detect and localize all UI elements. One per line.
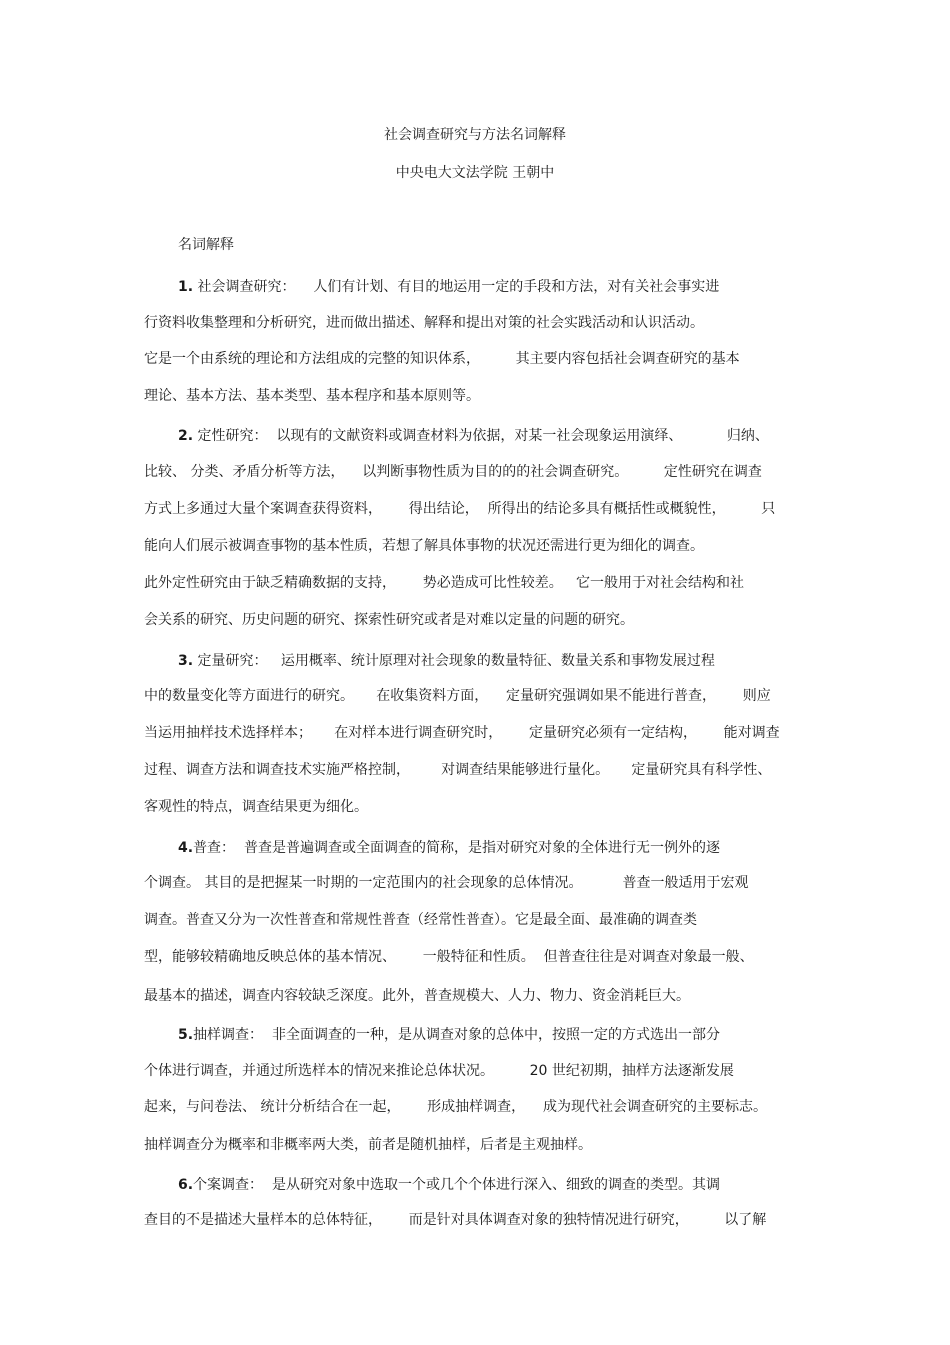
- term-number: 6.: [178, 1177, 194, 1193]
- term-4-line-4: 型，能够较精确地反映总体的基本情况、 一般特征和性质。 但普查往往是对调查对象最一般、: [144, 949, 754, 965]
- term-5-line-4: 抽样调查分为概率和非概率两大类，前者是随机抽样，后者是主观抽样。: [144, 1137, 592, 1153]
- term-2-line-4: 能向人们展示被调查事物的基本性质，若想了解具体事物的状况还需进行更为细化的调查。: [144, 538, 704, 554]
- term-number: 4.: [178, 840, 194, 856]
- term-text: 个案调查： 是从研究对象中选取一个或几个个体进行深入、细致的调查的类型。其调: [193, 1177, 720, 1193]
- term-2-line-1: [178, 427, 769, 445]
- term-4-line-5: 最基本的描述，调查内容较缺乏深度。此外，普查规模大、人力、物力、资金消耗巨大。: [144, 988, 690, 1004]
- term-6-line-2: 查目的不是描述大量样本的总体特征， 而是针对具体调查对象的独特情况进行研究， 以了解: [144, 1212, 767, 1228]
- term-3-line-4: 过程、调查方法和调查技术实施严格控制， 对调查结果能够进行量化。 定量研究具有科学性、: [144, 762, 772, 778]
- term-number: 3.: [178, 653, 194, 669]
- document-author: 中央电大文法学院 王朝中: [395, 165, 555, 181]
- term-3-line-1: [178, 652, 715, 670]
- term-text: 定性研究： 以现有的文献资料或调查材料为依据，对某一社会现象运用演绎、 归纳、: [193, 428, 769, 444]
- term-5-line-3: 起来，与问卷法、 统计分析结合在一起， 形成抽样调查， 成为现代社会调查研究的主要标志。: [144, 1099, 767, 1115]
- term-number: 2.: [178, 428, 194, 444]
- term-2-line-3: 方式上多通过大量个案调查获得资料， 得出结论， 所得出的结论多具有概括性或概貌性， 只: [144, 501, 776, 517]
- term-4-line-1: [178, 839, 720, 857]
- section-heading: 名词解释: [178, 237, 234, 253]
- document-title: 社会调查研究与方法名词解释: [384, 127, 566, 143]
- term-6-line-1: [178, 1176, 720, 1194]
- term-3-line-2: 中的数量变化等方面进行的研究。 在收集资料方面， 定量研究强调如果不能进行普查， 则应: [144, 688, 771, 704]
- term-text: 定量研究： 运用概率、统计原理对社会现象的数量特征、数量关系和事物发展过程: [193, 653, 715, 669]
- term-3-line-5: 客观性的特点，调查结果更为细化。: [144, 799, 368, 815]
- term-4-line-3: 调查。普查又分为一次性普查和常规性普查（经常性普查）。它是最全面、最准确的调查类: [144, 912, 697, 928]
- term-2-line-2: 比较、 分类、矛盾分析等方法， 以判断事物性质为目的的的社会调查研究。 定性研究在调查: [144, 464, 762, 480]
- term-1-line-3: 它是一个由系统的理论和方法组成的完整的知识体系， 其主要内容包括社会调查研究的基本: [144, 351, 740, 367]
- term-5-line-2: 个体进行调查，并通过所选样本的情况来推论总体状况。 20 世纪初期，抽样方法逐渐发展: [144, 1063, 734, 1079]
- term-1-line-1: [178, 278, 719, 296]
- term-number: 1.: [178, 279, 194, 295]
- term-2-line-5: 此外定性研究由于缺乏精确数据的支持， 势必造成可比性较差。 它一般用于对社会结构和社: [144, 575, 745, 591]
- term-text: 抽样调查： 非全面调查的一种，是从调查对象的总体中，按照一定的方式选出一部分: [193, 1027, 720, 1043]
- term-5-line-1: [178, 1026, 720, 1044]
- term-2-line-6: 会关系的研究、历史问题的研究、探索性研究或者是对难以定量的问题的研究。: [144, 612, 634, 628]
- term-4-line-2: 个调查。 其目的是把握某一时期的一定范围内的社会现象的总体情况。 普查一般适用于宏观: [144, 875, 749, 891]
- term-3-line-3: 当运用抽样技术选择样本； 在对样本进行调查研究时， 定量研究必须有一定结构， 能对调查: [144, 725, 780, 741]
- term-text: 社会调查研究： 人们有计划、有目的地运用一定的手段和方法，对有关社会事实进: [193, 279, 720, 295]
- term-text: 普查： 普查是普遍调查或全面调查的简称，是指对研究对象的全体进行无一例外的逐: [193, 840, 720, 856]
- term-1-line-2: 行资料收集整理和分析研究，进而做出描述、解释和提出对策的社会实践活动和认识活动。: [144, 315, 704, 331]
- term-number: 5.: [178, 1027, 194, 1043]
- term-1-line-4: 理论、基本方法、基本类型、基本程序和基本原则等。: [144, 388, 480, 404]
